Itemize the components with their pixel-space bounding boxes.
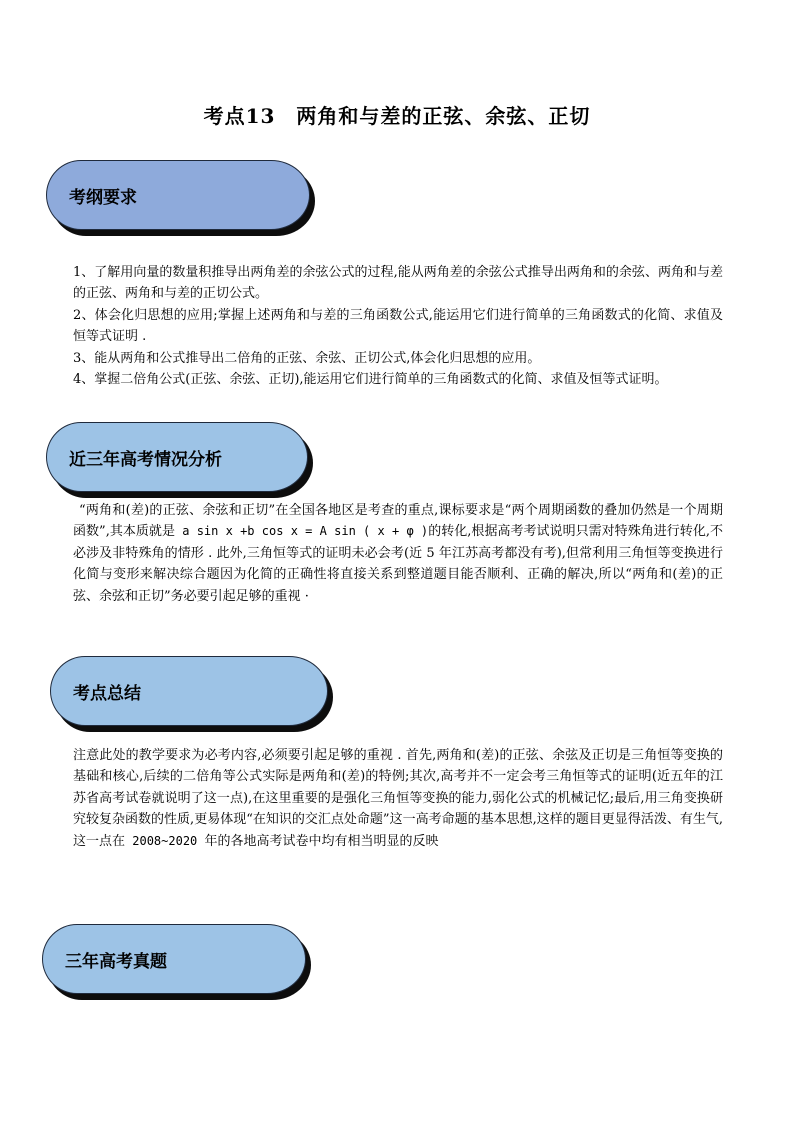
section-heading: 三年高考真题 [65, 951, 167, 972]
section-header-summary [50, 656, 328, 726]
analysis-text: “两角和(差)的正弦、余弦和正切”在全国各地区是考查的重点,课标要求是“两个周期函数的叠加仍然是一个周期函数”,其本质就是 [73, 503, 723, 540]
requirement-item: 2、体会化归思想的应用;掌握上述两角和与差的三角函数公式,能运用它们进行简单的三角函数式的化简、求值及恒等式证明 . [73, 307, 723, 345]
section-heading: 近三年高考情况分析 [69, 449, 222, 470]
section-heading: 考点总结 [73, 683, 141, 704]
section-heading: 考纲要求 [69, 187, 137, 208]
analysis-paragraph [73, 500, 723, 607]
section-header-analysis [46, 422, 308, 492]
page-title: 考点13 两角和与差的正弦、余弦、正切 [203, 104, 591, 128]
requirement-item: 4、掌握二倍角公式(正弦、余弦、正切),能运用它们进行简单的三角函数式的化简、求值及恒等式证明。 [73, 372, 668, 388]
section-header-exam-questions [42, 924, 306, 994]
formula: a sin x +b cos x = A sin ( x + φ ) [174, 524, 429, 539]
summary-paragraph [73, 745, 723, 852]
requirements-list [73, 262, 723, 390]
requirement-item: 1、了解用向量的数量积推导出两角差的余弦公式的过程,能从两角差的余弦公式推导出两角和的余弦、两角和与差的正弦、两角和与差的正切公式。 [73, 265, 723, 302]
summary-text: 年的各地高考试卷中均有相当明显的反映 [204, 833, 439, 849]
summary-text: 注意此处的教学要求为必考内容,必须要引起足够的重视 . 首先,两角和(差)的正弦、余弦及正切是三角恒等变换的基础和核心,后续的二倍角等公式实际是两角和(差)的特例;其次,高考并不一定会考三角恒等式的证明(近五年的江苏省高考试卷就说明了这一点),在这里重要的是强化三角恒等变换的能力,弱化公式的机械记忆;最后,用三角变换研究较复杂函数的性质,更易体现“在知识的交汇点处命题”这一高考命题的基本思想,这样的题目更显得活泼、有生气,这一点在 [73, 748, 723, 849]
requirement-item: 3、能从两角和公式推导出二倍角的正弦、余弦、正切公式,体会化归思想的应用。 [73, 350, 541, 366]
section-header-requirements [46, 160, 310, 230]
year-range: 2008~2020 [125, 833, 205, 848]
analysis-text: 的转化,根据高考考试说明只需对特殊角进行转化,不必涉及非特殊角的情形 . 此外,三角恒等式的证明未必会考(近 5 年江苏高考都没有考),但常利用三角恒等变换进行化简与变形来解决综合题因为化简的正确性将直接关系到整道题目能否顺利、正确的解决,所以“两角和(差)的正弦、余弦和正切”务必要引起足够的重视 · [73, 524, 723, 604]
